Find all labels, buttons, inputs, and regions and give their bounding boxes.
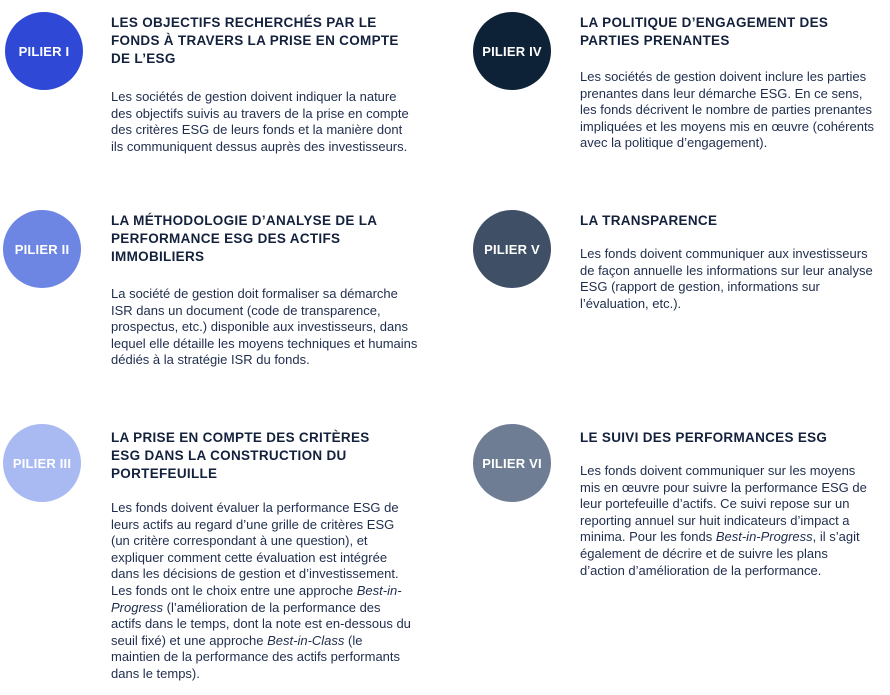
- pillar-3-title: LA PRISE EN COMPTE DES CRITÈRES ESG DANS LA CONSTRUCTION DU PORTEFEUILLE: [111, 430, 370, 481]
- pillar-6-body-p2: , il s’agit également de décrire et de suivre les plans d’action d’amélioration de la performance.: [580, 529, 860, 578]
- pillar-3-body-p2: (l’amélioration de la performance des actifs dans le temps, dont la note est en-dessous du seuil fixé) et une approche: [111, 599, 411, 648]
- pillar-3-body-p1: Les fonds doivent évaluer la performance ESG de leurs actifs au regard d’une grille de critères ESG (un critère correspondant à une question), et expliquer comment cette évaluation est intégrée dans les décisions de gestion et d’investissement. Les fonds ont le choix entre une approche: [111, 500, 399, 598]
- pillar-6-badge: PILIER VI: [473, 424, 551, 502]
- pillar-4-body: Les sociétés de gestion doivent inclure les parties prenantes dans leur démarche ESG. En ce sens, les fonds décrivent le nombre de parties prenantes impliquées et les moyens mis en œuvre (cohérents avec la politique d’engagement).: [580, 69, 875, 151]
- pillar-3-body-p3: (le maintien de la performance des actifs performants dans le temps).: [111, 632, 401, 681]
- pillar-2-badge: PILIER II: [3, 210, 81, 288]
- pillar-3-body: [111, 500, 411, 683]
- pillar-5-title: LA TRANSPARENCE: [580, 213, 718, 228]
- pillar-3-body-em1: Best-in-Progress: [111, 582, 402, 615]
- pillar-3-badge: PILIER III: [3, 424, 81, 502]
- pillar-6-title: LE SUIVI DES PERFORMANCES ESG: [580, 430, 828, 445]
- pillar-4-title: LA POLITIQUE D’ENGAGEMENT DES PARTIES PRENANTES: [580, 15, 829, 48]
- pillar-6-body-em1: Best-in-Progress: [715, 529, 813, 545]
- pillar-1-badge: PILIER I: [5, 12, 83, 90]
- pillar-2-title: LA MÉTHODOLOGIE D’ANALYSE DE LA PERFORMANCE ESG DES ACTIFS IMMOBILIERS: [111, 213, 377, 264]
- pillar-4-badge: PILIER IV: [473, 12, 551, 90]
- pillar-6-body-p1: Les fonds doivent communiquer sur les moyens mis en œuvre pour suivre la performance ESG de leur portefeuille d’actifs. Ce suivi repose sur un reporting annuel sur huit indicateurs d’impact a minima. Pour les fonds: [580, 463, 867, 545]
- pillar-2-body: La société de gestion doit formaliser sa démarche ISR dans un document (code de transparence, prospectus, etc.) disponible aux investisseurs, dans lequel elle détaille les moyens techniques et humains dédiés à la stratégie ISR du fonds.: [111, 286, 418, 368]
- pillar-3-body-em2: Best-in-Class: [267, 632, 345, 648]
- pillar-1-body: Les sociétés de gestion doivent indiquer la nature des objectifs suivis au travers de la prise en compte des critères ESG de leurs fonds et la manière dont ils communiquent dessus auprès des investisseurs.: [111, 89, 409, 154]
- pillar-6-body: [580, 463, 875, 579]
- pillar-1-title: LES OBJECTIFS RECHERCHÉS PAR LE FONDS À TRAVERS LA PRISE EN COMPTE DE L’ESG: [111, 15, 399, 66]
- pillar-5-badge: PILIER V: [473, 210, 551, 288]
- pillar-5-body: Les fonds doivent communiquer aux investisseurs de façon annuelle les informations sur leur analyse ESG (rapport de gestion, informations sur l’évaluation, etc.).: [580, 246, 873, 311]
